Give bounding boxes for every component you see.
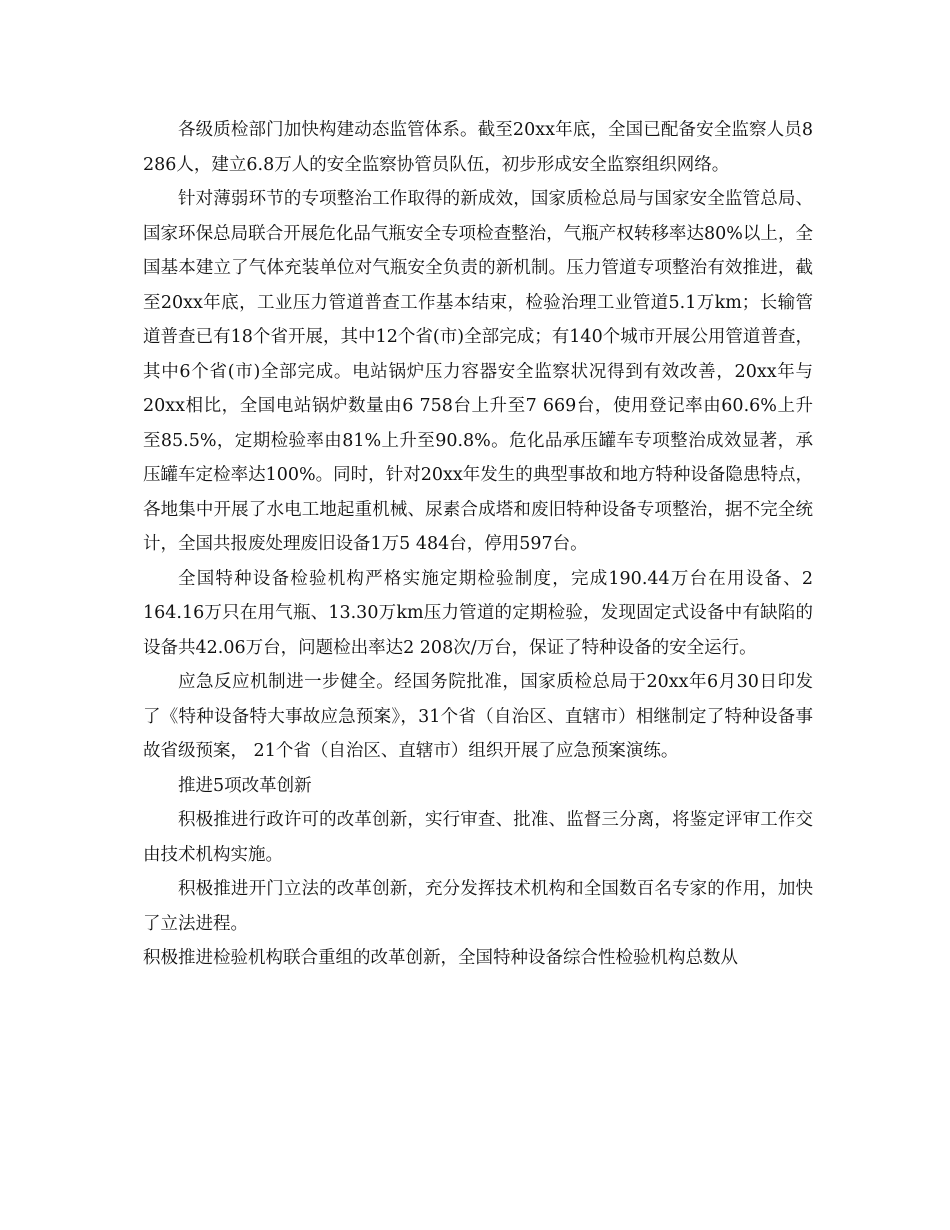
paragraph-open-legislation: 积极推进开门立法的改革创新，充分发挥技术机构和全国数百名专家的作用，加快了立法进程。 [143,879,813,934]
paragraph-periodic-inspection: 全国特种设备检验机构严格实施定期检验制度，完成190.44万台在用设备、2 164.16万只在用气瓶、13.30万km压力管道的定期检验，发现固定式设备中有缺陷的设备共42.06万台，问题检出率达2 208次/万台，保证了特种设备的安全运行。 [143,568,813,658]
section-heading-reform: 推进5项改革创新 [178,775,312,796]
paragraph-inspection-reorganization: 积极推进检验机构联合重组的改革创新，全国特种设备综合性检验机构总数从 [143,948,738,968]
paragraph-dynamic-supervision: 各级质检部门加快构建动态监管体系。截至20xx年底，全国已配备安全监察人员8 286人，建立6.8万人的安全监察协管员队伍，初步形成安全监察组织网络。 [143,120,813,175]
paragraph-emergency-response: 应急反应机制进一步健全。经国务院批准，国家质检总局于20xx年6月30日印发了《特种设备特大事故应急预案》，31个省（自治区、直辖市）相继制定了特种设备事故省级预案， 21个省（自治区、直辖市）组织开展了应急预案演练。 [143,672,813,761]
paragraph-special-rectification: 针对薄弱环节的专项整治工作取得的新成效，国家质检总局与国家安全监管总局、国家环保总局联合开展危化品气瓶安全专项检查整治，气瓶产权转移率达80%以上，全国基本建立了气体充装单位对气瓶安全负责的新机制。压力管道专项整治有效推进，截至20xx年底，工业压力管道普查工作基本结束，检验治理工业管道5.1万km；长输管道普查已有18个省开展，其中12个省(市)全部完成；有140个城市开展公用管道普查，其中6个省(市)全部完成。电站锅炉压力容器安全监察状况得到有效改善，20xx年与20xx相比，全国电站锅炉数量由6 758台上升至7 669台，使用登记率由60.6%上升至85.5%，定期检验率由81%上升至90.8%。危化品承压罐车专项整治成效显著，承压罐车定检率达100%。同时，针对20xx年发生的典型事故和地方特种设备隐患特点，各地集中开展了水电工地起重机械、尿素合成塔和废旧特种设备专项整治，据不完全统计，全国共报废处理废旧设备1万5 484台，停用597台。 [143,189,813,554]
document-body [143,113,813,976]
paragraph-administrative-licensing: 积极推进行政许可的改革创新，实行审查、批准、监督三分离，将鉴定评审工作交由技术机构实施。 [143,810,813,865]
